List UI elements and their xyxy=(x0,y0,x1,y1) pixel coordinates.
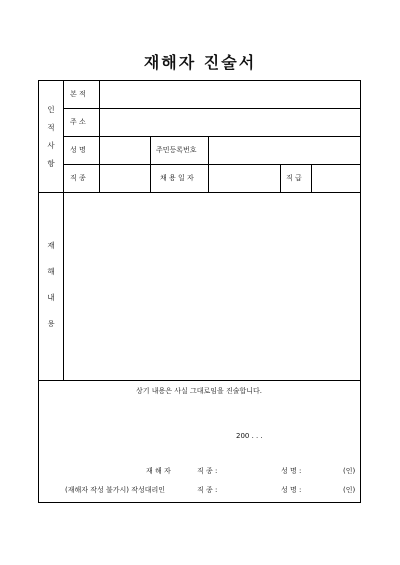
label-resident-id: 주민등록번호 xyxy=(156,146,197,154)
victim-seal: (인) xyxy=(343,467,356,475)
section-char: 내 xyxy=(47,293,55,302)
label-hometown: 본 적 xyxy=(70,90,86,98)
section-divider xyxy=(38,380,360,381)
form-border-right xyxy=(360,80,361,503)
column-divider xyxy=(208,136,209,192)
section-char: 사 xyxy=(47,141,55,150)
row-divider xyxy=(63,136,360,137)
proxy-name-label: 성 명 : xyxy=(281,486,302,494)
section-char: 인 xyxy=(47,105,55,114)
column-divider xyxy=(63,80,64,380)
section-label-personal xyxy=(45,104,57,176)
section-char: 해 xyxy=(47,267,55,276)
statement-text: 상기 내용은 사실 그대로임을 진술합니다. xyxy=(135,387,263,395)
section-char: 적 xyxy=(47,123,55,132)
form-border-top xyxy=(38,80,361,81)
form-border-left xyxy=(38,80,39,503)
section-divider xyxy=(38,192,360,193)
column-divider xyxy=(150,136,151,192)
label-name: 성 명 xyxy=(70,146,86,154)
form-border-bottom xyxy=(38,502,361,503)
victim-label: 재 해 자 xyxy=(146,467,171,475)
column-divider xyxy=(99,80,100,192)
date-line: 200 . . . xyxy=(236,432,263,440)
section-label-content xyxy=(45,240,57,344)
page-title: 재해자 진술서 xyxy=(143,53,257,72)
section-char: 용 xyxy=(47,319,55,328)
proxy-label: (재해자 작성 불가시) 작성대리인 xyxy=(65,486,166,494)
proxy-seal: (인) xyxy=(343,486,356,494)
row-divider xyxy=(63,164,360,165)
section-char: 재 xyxy=(47,241,55,250)
section-char: 항 xyxy=(47,159,55,168)
victim-occupation-label: 직 종 : xyxy=(197,467,218,475)
label-grade: 직 급 xyxy=(286,174,302,182)
label-address: 주 소 xyxy=(70,118,86,126)
column-divider xyxy=(311,164,312,192)
label-hire-date: 채 용 일 자 xyxy=(160,174,194,182)
proxy-occupation-label: 직 종 : xyxy=(197,486,218,494)
label-occupation: 직 종 xyxy=(70,174,86,182)
column-divider xyxy=(280,164,281,192)
row-divider xyxy=(63,108,360,109)
victim-name-label: 성 명 : xyxy=(281,467,302,475)
